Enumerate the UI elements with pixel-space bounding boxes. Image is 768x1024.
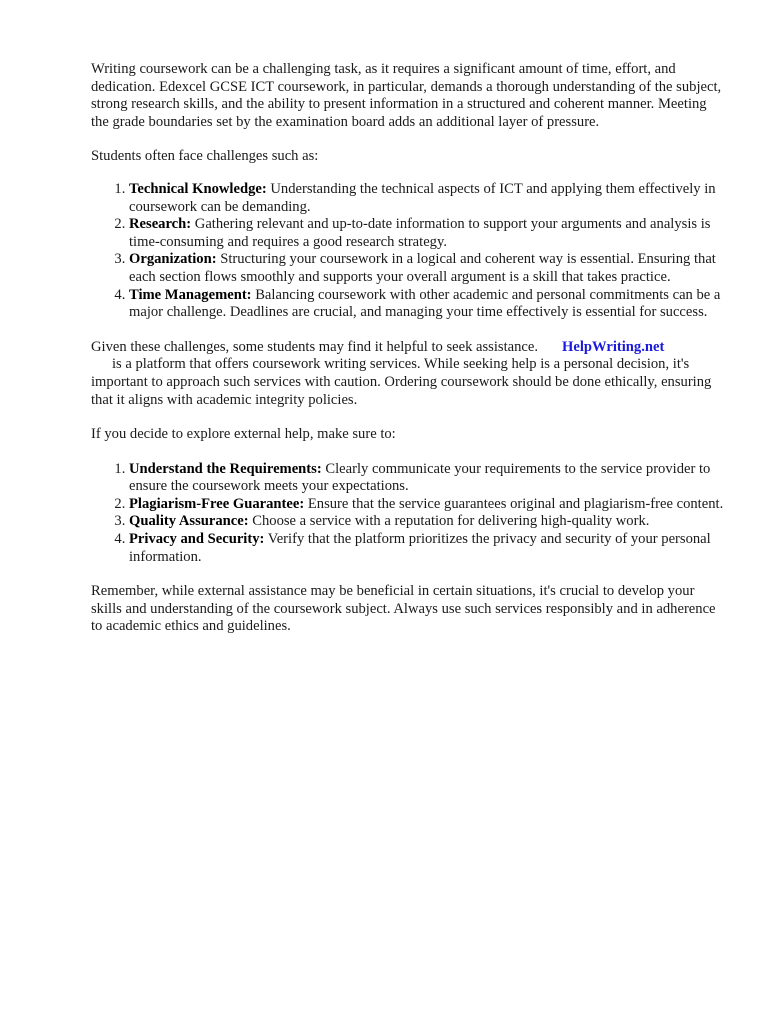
list-item-text: Ensure that the service guarantees original and plagiarism-free content. <box>304 495 724 512</box>
list-item-text: Balancing coursework with other academic and personal commitments can be a major challenge. Deadlines are crucial, and managing your time effectively is essential for success. <box>129 286 721 321</box>
list-item-text: Understanding the technical aspects of ICT and applying them effectively in coursework can be demanding. <box>129 180 716 215</box>
list-item-term: Quality Assurance: <box>129 513 249 530</box>
list-item-text: Structuring your coursework in a logical and coherent way is essential. Ensuring that each section flows smoothly and supports your overall argument is a skill that takes practice. <box>129 251 716 285</box>
intro-paragraph: Writing coursework can be a challenging task, as it requires a significant amount of time, effort, and dedication. Edexcel GCSE ICT coursework, in particular, demands a thorough understanding of the subject, strong research skills, and the ability to present information in a structured and coherent manner. Meeting the grade boundaries set by the examination board adds an additional layer of pressure. <box>91 61 722 130</box>
list-item <box>129 513 728 531</box>
list-item-term: Research: <box>129 216 192 233</box>
list-item-term: Understand the Requirements: <box>129 460 322 477</box>
assistance-text-before: Given these challenges, some students may find it helpful to seek assistance. <box>91 338 539 355</box>
list-item-term: Organization: <box>129 251 217 268</box>
list-item <box>129 287 728 322</box>
list-item-term: Plagiarism-Free Guarantee: <box>129 495 305 512</box>
assistance-paragraph <box>91 339 728 409</box>
list-item-text: Gathering relevant and up-to-date information to support your arguments and analysis is time-consuming and requires a good research strategy. <box>129 216 711 250</box>
challenges-list <box>91 181 728 322</box>
list-item-text: Choose a service with a reputation for delivering high-quality work. <box>248 513 650 530</box>
challenges-lead: Students often face challenges such as: <box>91 148 319 165</box>
help-lead: If you decide to explore external help, make sure to: <box>91 426 396 443</box>
help-list <box>91 461 728 567</box>
list-item <box>129 181 728 216</box>
helpwriting-link[interactable]: HelpWriting.net <box>562 338 665 355</box>
list-item <box>129 496 728 514</box>
list-item <box>129 216 728 251</box>
list-item-term: Privacy and Security: <box>129 531 265 548</box>
assistance-text-after: is a platform that offers coursework writing services. While seeking help is a personal decision, it's important to approach such services with caution. Ordering coursework should be done ethically, ensuring that it aligns with academic integrity policies. <box>91 356 712 408</box>
list-item-term: Time Management: <box>129 286 252 303</box>
closing-paragraph: Remember, while external assistance may be beneficial in certain situations, it's crucial to develop your skills and understanding of the coursework subject. Always use such services responsibly and in adherence to academic ethics and guidelines. <box>91 583 716 635</box>
list-item <box>129 531 728 566</box>
list-item <box>129 251 728 286</box>
list-item-text: Clearly communicate your requirements to the service provider to ensure the coursework meets your expectations. <box>129 460 711 495</box>
list-item <box>129 461 728 496</box>
list-item-text: Verify that the platform prioritizes the privacy and security of your personal information. <box>129 531 711 565</box>
list-item-term: Technical Knowledge: <box>129 180 267 197</box>
